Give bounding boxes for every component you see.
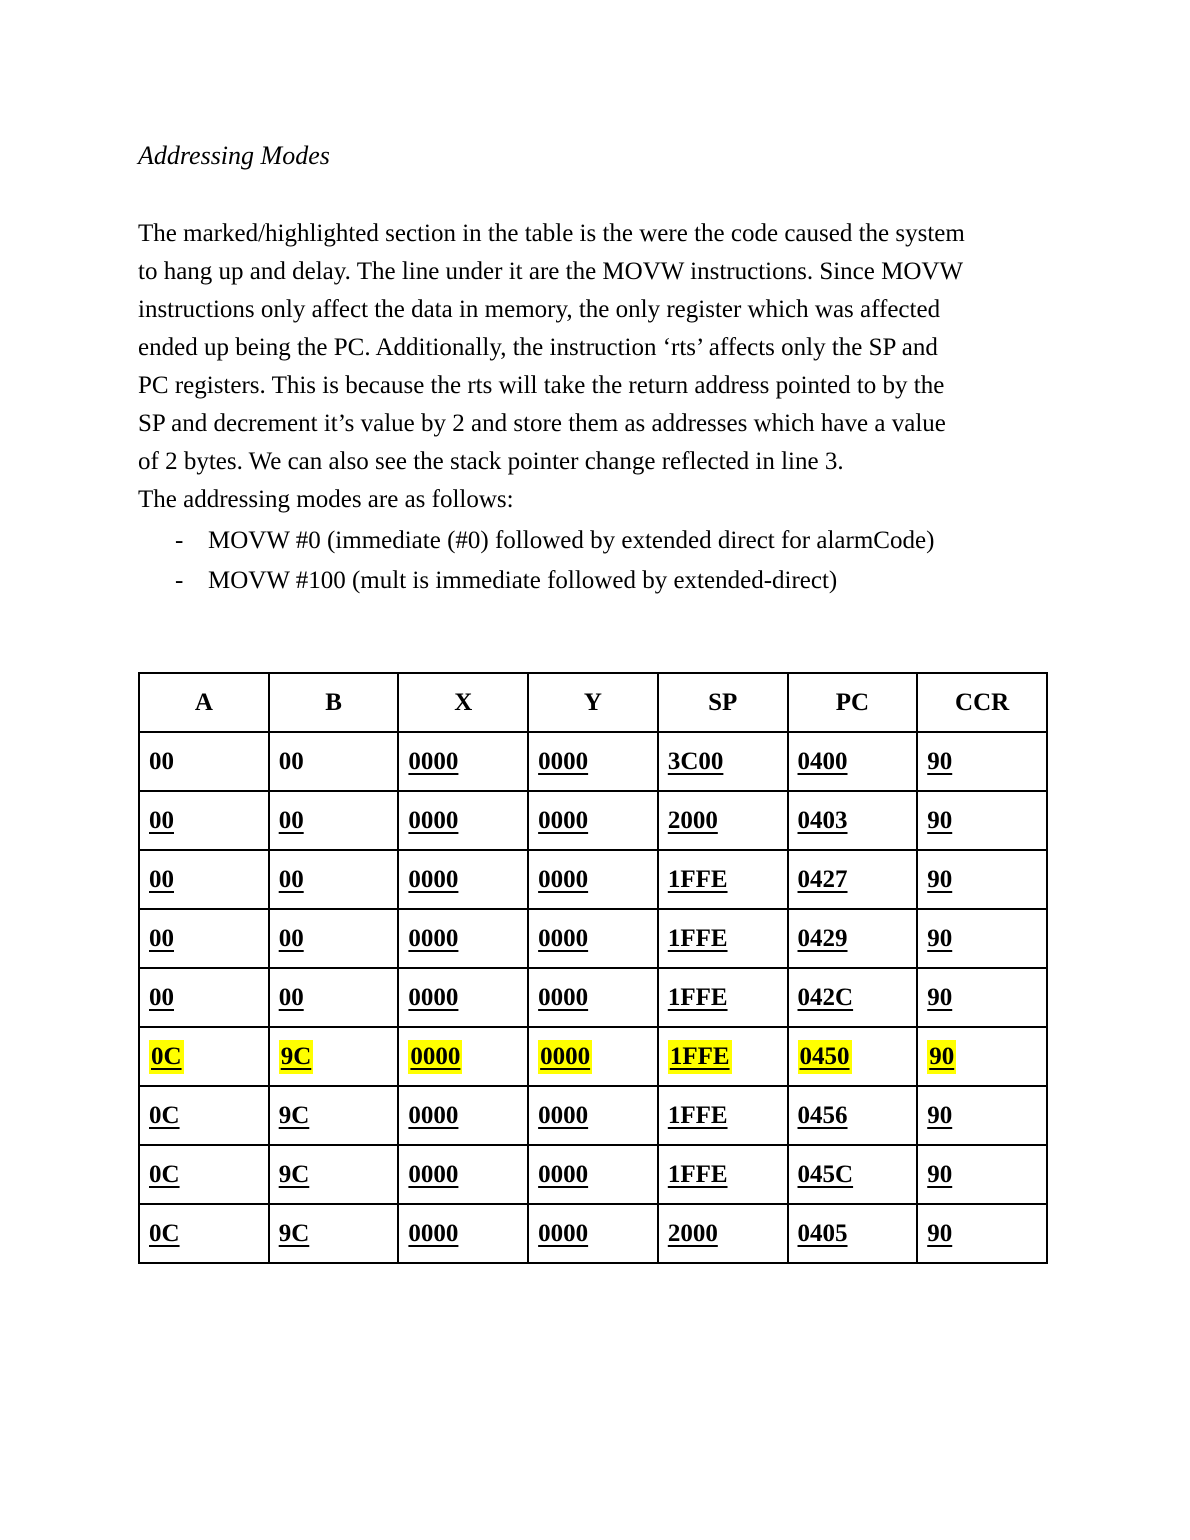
register-value-cell bbox=[139, 909, 269, 968]
column-header-sp: SP bbox=[658, 673, 788, 732]
register-value-cell bbox=[788, 968, 918, 1027]
register-value: 0000 bbox=[408, 806, 459, 834]
register-value: 90 bbox=[927, 1160, 953, 1188]
register-value-cell bbox=[658, 1145, 788, 1204]
table-header-row bbox=[139, 673, 1047, 732]
register-value-cell bbox=[528, 1027, 658, 1086]
register-value-cell bbox=[658, 909, 788, 968]
column-header-a: A bbox=[139, 673, 269, 732]
register-value: 2000 bbox=[667, 1219, 718, 1247]
register-value: 0000 bbox=[538, 924, 589, 952]
register-value-cell bbox=[139, 1204, 269, 1263]
register-value: 9C bbox=[278, 1160, 310, 1188]
register-value: 0403 bbox=[797, 806, 848, 834]
register-value: 042C bbox=[797, 983, 854, 1011]
column-header-x: X bbox=[398, 673, 528, 732]
register-value-cell bbox=[269, 791, 399, 850]
register-value: 00 bbox=[278, 924, 304, 952]
register-value: 1FFE bbox=[667, 924, 728, 952]
register-value-cell bbox=[658, 968, 788, 1027]
register-value-cell bbox=[917, 1086, 1047, 1145]
register-value-cell bbox=[398, 850, 528, 909]
register-value-cell bbox=[398, 909, 528, 968]
register-value-cell bbox=[528, 1145, 658, 1204]
register-value: 0000 bbox=[408, 747, 459, 775]
register-value: 0000 bbox=[538, 747, 589, 775]
paragraph-line: The addressing modes are as follows: bbox=[138, 486, 514, 513]
bullet-marker: - bbox=[175, 567, 184, 594]
register-value-cell bbox=[917, 732, 1047, 791]
register-value: 00 bbox=[278, 865, 304, 893]
column-header-b: B bbox=[269, 673, 399, 732]
register-value: 1FFE bbox=[667, 1101, 728, 1129]
register-value: 9C bbox=[278, 1101, 310, 1129]
register-value-cell bbox=[917, 968, 1047, 1027]
register-value-cell bbox=[398, 1145, 528, 1204]
document-title: Addressing Modes bbox=[138, 141, 330, 170]
register-value: 00 bbox=[149, 747, 174, 775]
column-header-y: Y bbox=[528, 673, 658, 732]
register-value-cell bbox=[658, 1204, 788, 1263]
register-value-cell bbox=[528, 1204, 658, 1263]
register-value-cell bbox=[398, 791, 528, 850]
register-value: 00 bbox=[278, 983, 304, 1011]
register-value-cell bbox=[528, 968, 658, 1027]
register-value: 0000 bbox=[408, 924, 459, 952]
register-value-cell bbox=[269, 1086, 399, 1145]
register-value-cell bbox=[917, 1204, 1047, 1263]
register-value: 0C bbox=[149, 1160, 180, 1188]
bullet-text: MOVW #100 (mult is immediate followed by extended-direct) bbox=[208, 567, 838, 594]
register-value-cell bbox=[917, 1145, 1047, 1204]
register-value-cell bbox=[917, 791, 1047, 850]
register-value-cell bbox=[788, 1204, 918, 1263]
register-value-cell bbox=[139, 1027, 269, 1086]
register-value: 0429 bbox=[797, 924, 848, 952]
bullet-text: MOVW #0 (immediate (#0) followed by extended direct for alarmCode) bbox=[208, 527, 935, 554]
register-value: 00 bbox=[149, 983, 174, 1011]
register-value-cell bbox=[139, 968, 269, 1027]
register-value: 2000 bbox=[667, 806, 718, 834]
register-value-cell bbox=[269, 968, 399, 1027]
register-value: 90 bbox=[927, 865, 953, 893]
column-header-ccr: CCR bbox=[917, 673, 1047, 732]
register-value: 00 bbox=[149, 806, 174, 834]
register-value-cell bbox=[269, 909, 399, 968]
register-value-cell bbox=[528, 909, 658, 968]
register-value-cell bbox=[139, 1145, 269, 1204]
table-row bbox=[139, 1204, 1047, 1263]
register-value-cell bbox=[658, 732, 788, 791]
bullet-list bbox=[138, 521, 1060, 601]
register-value-cell bbox=[139, 732, 269, 791]
bullet-item bbox=[138, 521, 1060, 561]
register-value: 90 bbox=[927, 806, 953, 834]
register-value: 00 bbox=[149, 865, 174, 893]
register-value-cell bbox=[139, 791, 269, 850]
register-value: 0000 bbox=[538, 1040, 592, 1074]
paragraph-line: instructions only affect the data in memory, the only register which was affected bbox=[138, 296, 941, 323]
register-value-cell bbox=[398, 968, 528, 1027]
paragraph-line: of 2 bytes. We can also see the stack pointer change reflected in line 3. bbox=[138, 448, 844, 475]
register-value: 3C00 bbox=[667, 747, 724, 775]
register-value-cell bbox=[398, 732, 528, 791]
register-value-cell bbox=[788, 850, 918, 909]
register-value: 0405 bbox=[797, 1219, 848, 1247]
intro-paragraph bbox=[138, 215, 1060, 519]
register-value-cell bbox=[398, 1204, 528, 1263]
register-value: 0000 bbox=[538, 865, 589, 893]
table-row-highlighted bbox=[139, 1027, 1047, 1086]
bullet-marker: - bbox=[175, 527, 184, 554]
register-value-cell bbox=[917, 1027, 1047, 1086]
register-value: 1FFE bbox=[668, 1040, 732, 1074]
register-value-cell bbox=[658, 1086, 788, 1145]
register-value-cell bbox=[528, 1086, 658, 1145]
register-value-cell bbox=[788, 1086, 918, 1145]
register-value-cell bbox=[269, 1204, 399, 1263]
register-value: 00 bbox=[278, 747, 304, 775]
register-value: 1FFE bbox=[667, 1160, 728, 1188]
register-value-cell bbox=[788, 791, 918, 850]
register-value: 0000 bbox=[408, 1101, 459, 1129]
register-value-cell bbox=[917, 909, 1047, 968]
table-row bbox=[139, 850, 1047, 909]
register-value: 9C bbox=[278, 1219, 310, 1247]
register-value: 90 bbox=[927, 1101, 953, 1129]
register-value: 90 bbox=[927, 924, 953, 952]
register-value: 0000 bbox=[538, 1101, 589, 1129]
paragraph-line: to hang up and delay. The line under it are the MOVW instructions. Since MOVW bbox=[138, 258, 964, 285]
register-value: 9C bbox=[279, 1040, 314, 1074]
register-value: 0000 bbox=[408, 865, 459, 893]
paragraph-line: SP and decrement it’s value by 2 and store them as addresses which have a value bbox=[138, 410, 946, 437]
register-value-cell bbox=[658, 791, 788, 850]
register-value: 00 bbox=[278, 806, 304, 834]
table-row bbox=[139, 909, 1047, 968]
register-value: 0C bbox=[149, 1219, 180, 1247]
paragraph-line: PC registers. This is because the rts will take the return address pointed to by the bbox=[138, 372, 945, 399]
register-value-cell bbox=[788, 1145, 918, 1204]
register-value: 90 bbox=[927, 1219, 953, 1247]
paragraph-line: ended up being the PC. Additionally, the instruction ‘rts’ affects only the SP and bbox=[138, 334, 938, 361]
register-value: 0427 bbox=[797, 865, 848, 893]
register-value-cell bbox=[139, 850, 269, 909]
register-value: 045C bbox=[797, 1160, 854, 1188]
register-value-cell bbox=[398, 1027, 528, 1086]
register-value-cell bbox=[269, 850, 399, 909]
table-row bbox=[139, 1086, 1047, 1145]
register-value-cell bbox=[398, 1086, 528, 1145]
register-value-cell bbox=[658, 1027, 788, 1086]
table-row bbox=[139, 968, 1047, 1027]
register-value-cell bbox=[917, 850, 1047, 909]
register-value: 0450 bbox=[798, 1040, 852, 1074]
paragraph-line: The marked/highlighted section in the table is the were the code caused the system bbox=[138, 220, 965, 247]
register-value: 90 bbox=[927, 747, 953, 775]
register-value-cell bbox=[658, 850, 788, 909]
bullet-item bbox=[138, 561, 1060, 601]
register-value-cell bbox=[788, 732, 918, 791]
register-value: 1FFE bbox=[667, 865, 728, 893]
register-value: 0000 bbox=[538, 1160, 589, 1188]
register-value: 0C bbox=[149, 1101, 180, 1129]
register-value-cell bbox=[139, 1086, 269, 1145]
table-row bbox=[139, 732, 1047, 791]
register-value-cell bbox=[528, 850, 658, 909]
table-row bbox=[139, 1145, 1047, 1204]
register-value: 0000 bbox=[538, 806, 589, 834]
register-value-cell bbox=[528, 791, 658, 850]
register-value: 0000 bbox=[408, 1040, 462, 1074]
register-value: 0400 bbox=[797, 747, 848, 775]
register-table bbox=[138, 672, 1048, 1264]
register-value: 0000 bbox=[408, 1160, 459, 1188]
register-value: 90 bbox=[927, 983, 953, 1011]
register-value-cell bbox=[528, 732, 658, 791]
register-value: 0C bbox=[149, 1040, 184, 1074]
register-value: 90 bbox=[927, 1040, 956, 1074]
table-row bbox=[139, 791, 1047, 850]
register-value: 0456 bbox=[797, 1101, 848, 1129]
register-value-cell bbox=[269, 1145, 399, 1204]
register-value: 0000 bbox=[538, 983, 589, 1011]
register-value: 0000 bbox=[538, 1219, 589, 1247]
register-value-cell bbox=[788, 909, 918, 968]
register-value: 00 bbox=[149, 924, 174, 952]
register-value: 0000 bbox=[408, 983, 459, 1011]
register-value-cell bbox=[269, 1027, 399, 1086]
register-value: 1FFE bbox=[667, 983, 728, 1011]
register-value: 0000 bbox=[408, 1219, 459, 1247]
register-value-cell bbox=[269, 732, 399, 791]
column-header-pc: PC bbox=[788, 673, 918, 732]
register-value-cell bbox=[788, 1027, 918, 1086]
